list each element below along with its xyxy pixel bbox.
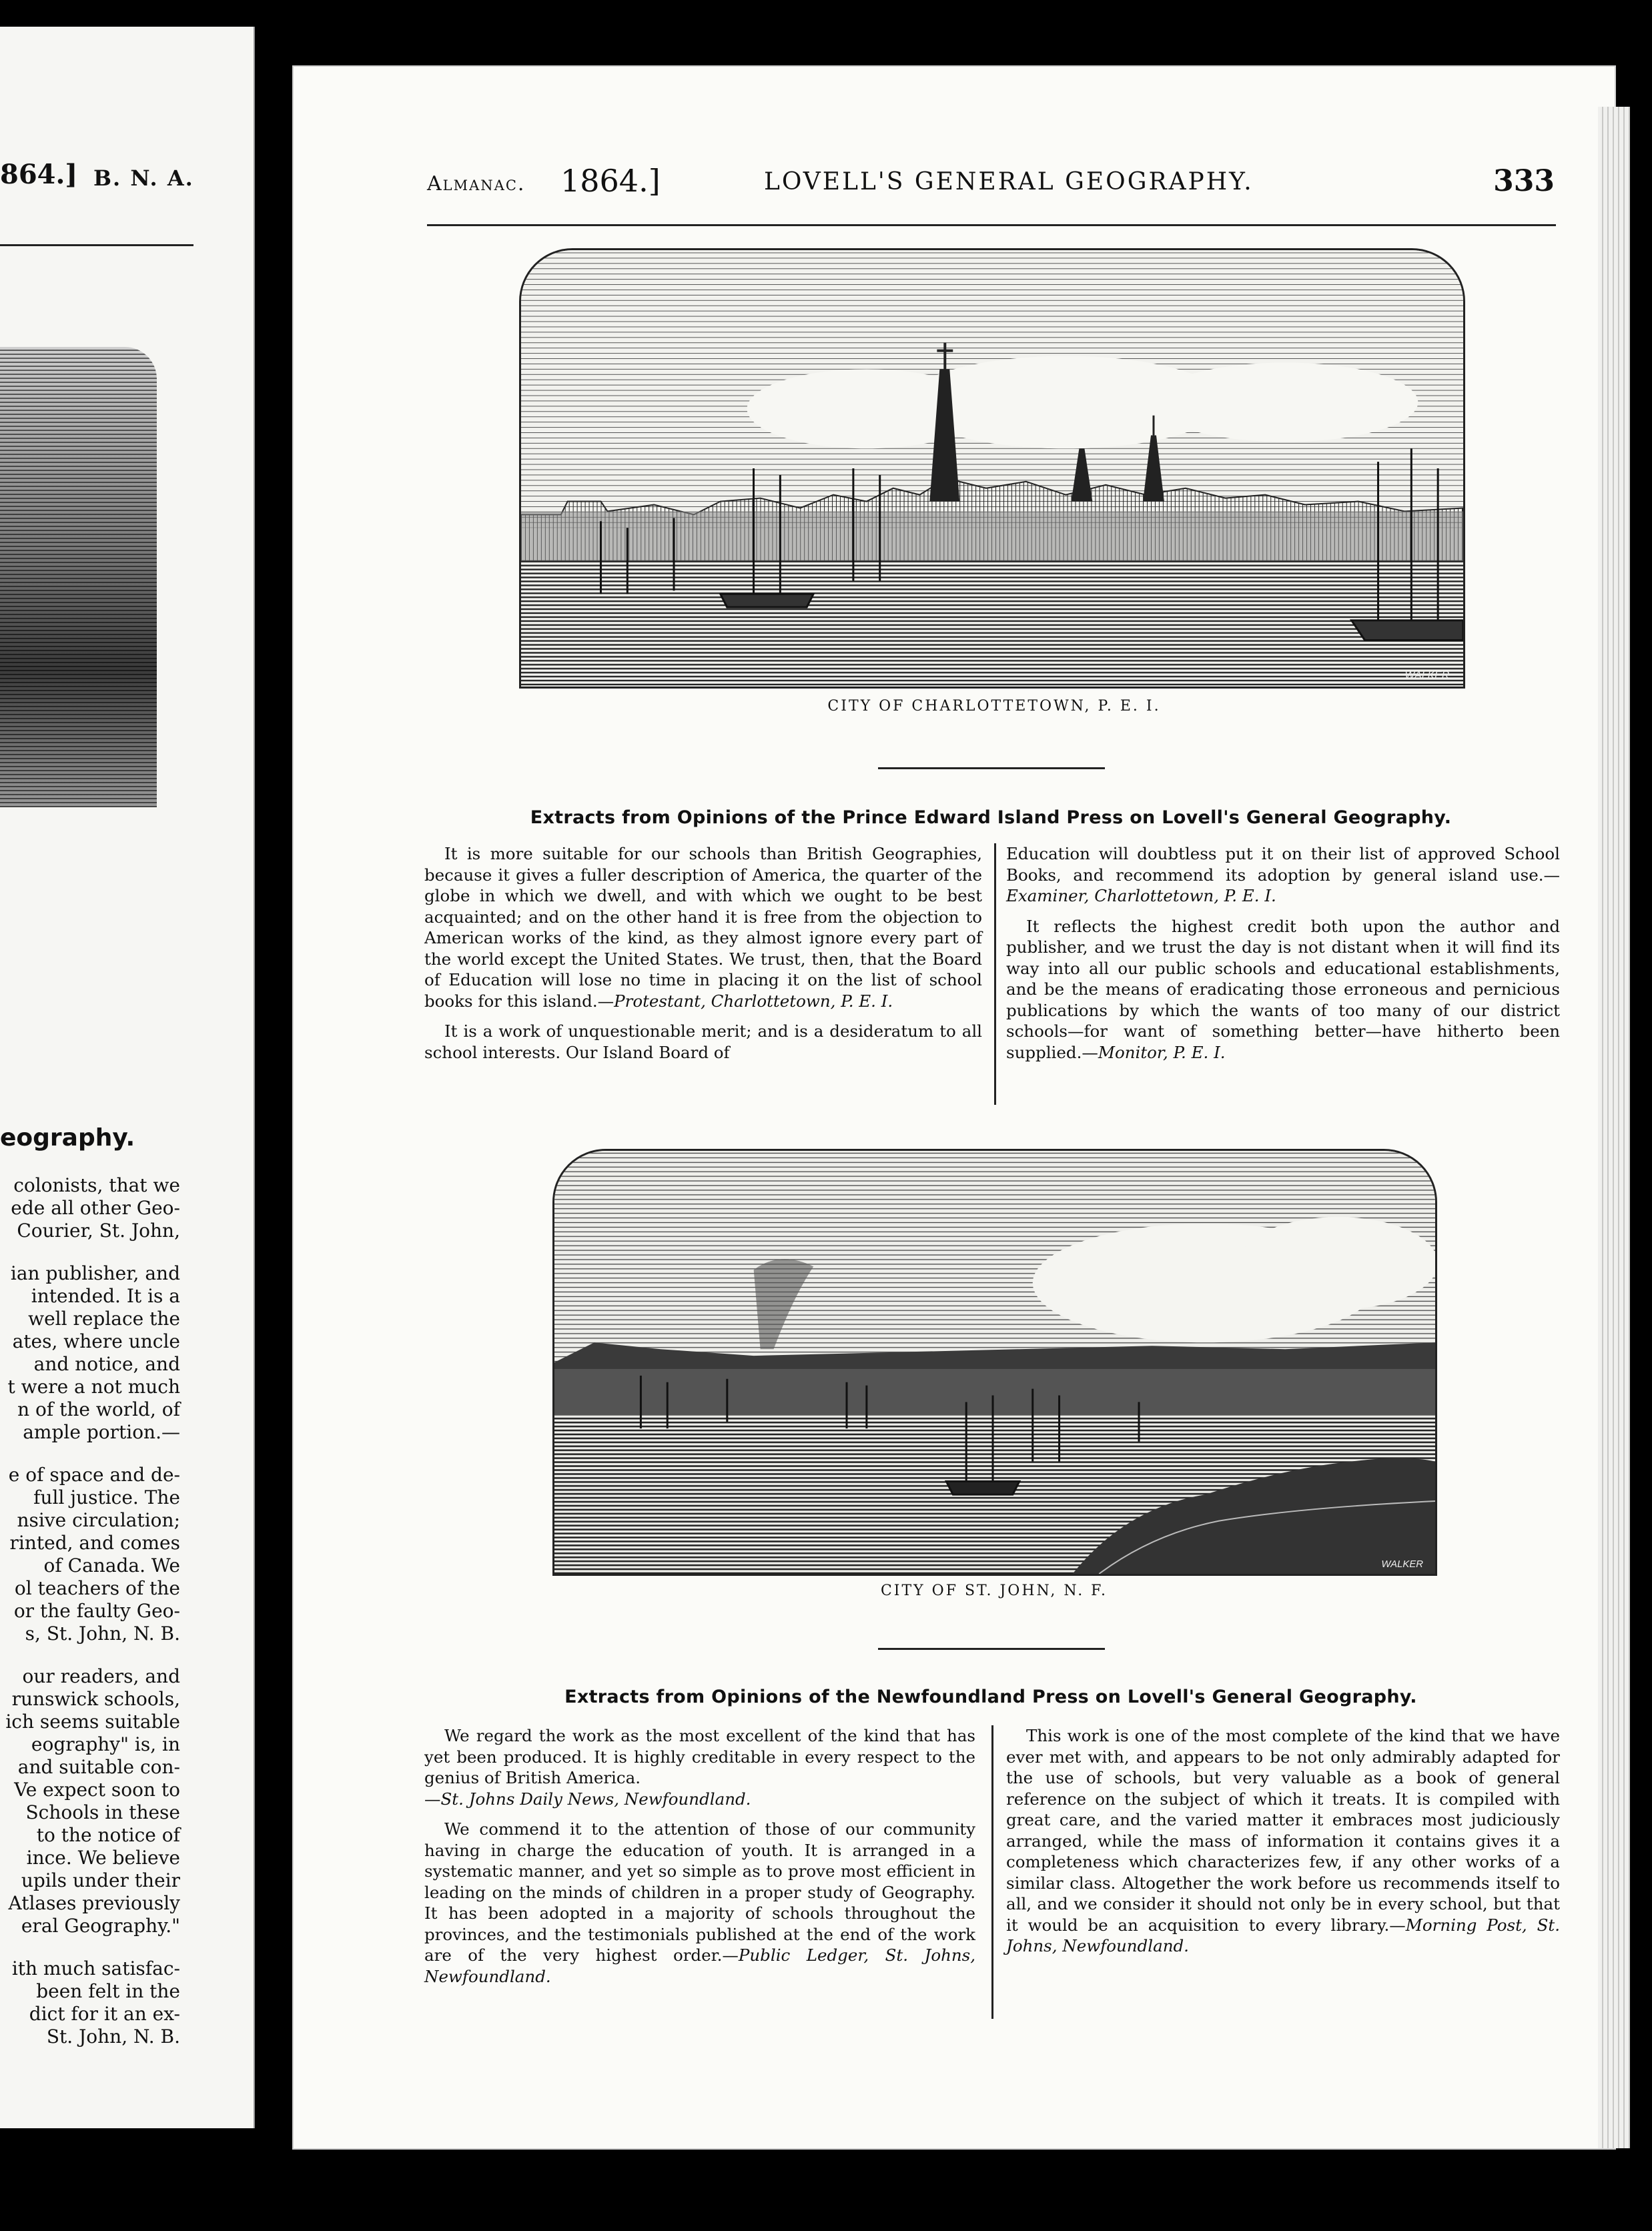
nf-extract-daily-news <box>424 1725 975 1809</box>
previous-page-text-line: ol teachers of the <box>14 1577 180 1599</box>
previous-page-text-line: full justice. The <box>33 1486 180 1508</box>
nf-extract-source: St. Johns Daily News, Newfoundland. <box>440 1789 751 1809</box>
pei-extract-source: Monitor, P. E. I. <box>1098 1042 1226 1062</box>
previous-page-text-line: rinted, and comes <box>9 1532 180 1554</box>
page-edge-stack <box>1598 107 1630 2148</box>
previous-page-text-line: Courier, St. John, <box>17 1220 180 1242</box>
nf-extract-source: Morning Post, St. Johns, Newfoundland. <box>1006 1915 1560 1955</box>
page-number: 333 <box>1493 164 1555 198</box>
st-john-caption: CITY OF ST. JOHN, N. F. <box>880 1583 1108 1599</box>
pei-extract-monitor <box>1006 916 1560 1063</box>
pei-extract-examiner <box>1006 843 1560 907</box>
previous-page-fragment <box>0 27 255 2128</box>
previous-page-text-line: well replace the <box>28 1308 180 1330</box>
scan-background-edge <box>1630 0 1652 2231</box>
section-divider-1 <box>878 767 1105 769</box>
previous-page-text-line: e of space and de- <box>8 1464 180 1486</box>
newfoundland-column-left <box>424 1725 975 1996</box>
pei-extract-text: It is a work of unquestionable merit; and is a desideratum to all school interests. Our Island Board of <box>424 1021 982 1062</box>
previous-page-text-line: been felt in the <box>36 1980 180 2002</box>
pei-extract-source: Examiner, Charlottetown, P. E. I. <box>1006 886 1276 905</box>
previous-page-text-line: our readers, and <box>22 1665 180 1687</box>
previous-page-text-line: ich seems suitable <box>5 1711 180 1733</box>
previous-page-text-line: eography" is, in <box>31 1733 180 1755</box>
pei-column-right <box>1006 843 1560 1072</box>
pei-extract-text: Education will doubtless put it on their list of approved School Books, and recommend its adoption by general island use.— <box>1006 844 1560 885</box>
previous-page-heading: eography. <box>0 1124 135 1152</box>
previous-page-year: 864.] <box>0 159 78 190</box>
nf-extract-public-ledger <box>424 1819 975 1987</box>
previous-page-text-line: ince. We believe <box>26 1847 180 1869</box>
previous-page-text-line: s, St. John, N. B. <box>25 1623 180 1645</box>
header-year: 1864.] <box>560 163 661 199</box>
previous-page-text-line: eral Geography." <box>21 1915 180 1937</box>
nf-extract-text: This work is one of the most complete of the kind that we have ever met with, and appears to be not only admirably adapted for the use of schools, but very valuable as a book of general reference on the subject of which it treats. It is compiled with great care, and the varied matter it embraces most judiciously arranged, while the mass of information it contains gives it a completeness which characterizes few, if any other works of a similar class. Altogether the work before us recommends itself to all, and we consider it should not only be in every school, but that it would be an acquisition to every library.— <box>1006 1726 1560 1935</box>
previous-page-text-line: and notice, and <box>33 1353 180 1375</box>
section-divider-2 <box>878 1648 1105 1650</box>
pei-press-heading: Extracts from Opinions of the Prince Edward Island Press on Lovell's General Geography. <box>530 807 1452 828</box>
previous-page-text-line: upils under their <box>21 1869 180 1891</box>
previous-page-text-line: ede all other Geo- <box>11 1197 180 1219</box>
previous-page-text-line: colonists, that we <box>13 1174 180 1196</box>
charlottetown-engraving <box>519 248 1465 689</box>
pei-extract-protestant <box>424 843 982 1011</box>
previous-page-text-block <box>0 1174 180 1242</box>
previous-page-text-block <box>0 1665 180 1937</box>
header-almanac: Almanac. <box>427 172 526 195</box>
previous-page-header <box>0 159 255 190</box>
pei-column-left <box>424 843 982 1072</box>
previous-page-text-line: ian publisher, and <box>10 1262 180 1284</box>
previous-page-text-line: of Canada. We <box>43 1554 180 1577</box>
engraver-signature-2: WALKER <box>1381 1559 1424 1571</box>
previous-page-text-block <box>0 1957 180 2048</box>
pei-extract-source: Protestant, Charlottetown, P. E. I. <box>614 991 893 1011</box>
column-divider-2 <box>991 1725 993 2019</box>
nf-extract-text: We commend it to the attention of those of our community having in charge the education of youth. It is arranged in a systematic manner, and yet so simple as to prove most efficient in leading on the minds of children in a proper study of Geography. It has been adopted in a majority of schools throughout the provinces, and the testimonials published at the end of the work are of the very highest order.— <box>424 1819 975 1965</box>
pei-extract-merit <box>424 1021 982 1063</box>
previous-page-text-line: t were a not much <box>7 1376 180 1398</box>
previous-page-text-line: ith much satisfac- <box>11 1957 180 1979</box>
previous-page-text-line: Schools in these <box>25 1801 180 1823</box>
nf-extract-source: Public Ledger, St. Johns, Newfoundland. <box>424 1945 975 1986</box>
charlottetown-illustration <box>521 250 1463 687</box>
header-rule <box>427 224 1556 226</box>
previous-page-engraving <box>0 347 157 807</box>
newfoundland-press-heading: Extracts from Opinions of the Newfoundland Press on Lovell's General Geography. <box>564 1687 1417 1707</box>
pei-extract-text: It reflects the highest credit both upon the author and publisher, and we trust the day is not distant when it will find its way into all our public schools and educational establishments, and be the means of eradicating those erroneous and pernicious publications by which the wants of too many of our district schools—for want of something better—have hitherto been supplied.— <box>1006 916 1560 1062</box>
previous-page-text-line: or the faulty Geo- <box>13 1600 180 1622</box>
previous-page-text-line: ample portion.— <box>23 1421 180 1443</box>
nf-extract-morning-post <box>1006 1725 1560 1957</box>
previous-page-text-line: Ve expect soon to <box>14 1779 180 1801</box>
st-john-engraving <box>552 1149 1437 1576</box>
running-header <box>427 163 1555 203</box>
header-book-title: LOVELL'S GENERAL GEOGRAPHY. <box>764 168 1254 195</box>
charlottetown-caption: CITY OF CHARLOTTETOWN, P. E. I. <box>827 698 1161 715</box>
previous-page-header-rule <box>0 244 193 246</box>
previous-page-text-block <box>0 1262 180 1444</box>
newfoundland-column-right <box>1006 1725 1560 1966</box>
previous-page-text-block <box>0 1464 180 1645</box>
engraver-signature-1: WALKER <box>1404 670 1450 682</box>
previous-page-text-line: and suitable con- <box>17 1756 180 1778</box>
st-john-illustration <box>554 1151 1435 1574</box>
previous-page-bna: B. N. A. <box>93 165 194 191</box>
previous-page-text-line: nsive circulation; <box>17 1509 180 1531</box>
previous-page-text-line: ates, where uncle <box>12 1330 180 1352</box>
pei-extract-text: It is more suitable for our schools than British Geographies, because it gives a fuller description of America, the quarter of the globe in which we dwell, and with which we ought to be best acquainted; and on the other hand it is free from the objection to American works of the kind, as they almost ignore every part of the world except the United States. We trust, then, that the Board of Education will lose no time in placing it on the list of school books for this island.— <box>424 844 982 1011</box>
previous-page-text <box>0 1174 180 2068</box>
previous-page-text-line: runswick schools, <box>11 1688 180 1710</box>
previous-page-text-line: n of the world, of <box>17 1398 180 1420</box>
nf-extract-text: We regard the work as the most excellent of the kind that has yet been produced. It is highly creditable in every respect to the genius of British America. — <box>424 1726 975 1809</box>
previous-page-text-line: dict for it an ex- <box>29 2003 180 2025</box>
column-divider-1 <box>994 843 996 1105</box>
previous-page-text-line: to the notice of <box>36 1824 180 1846</box>
previous-page-text-line: intended. It is a <box>31 1285 180 1307</box>
previous-page-text-line: St. John, N. B. <box>46 2026 180 2048</box>
previous-page-text-line: Atlases previously <box>8 1892 180 1914</box>
